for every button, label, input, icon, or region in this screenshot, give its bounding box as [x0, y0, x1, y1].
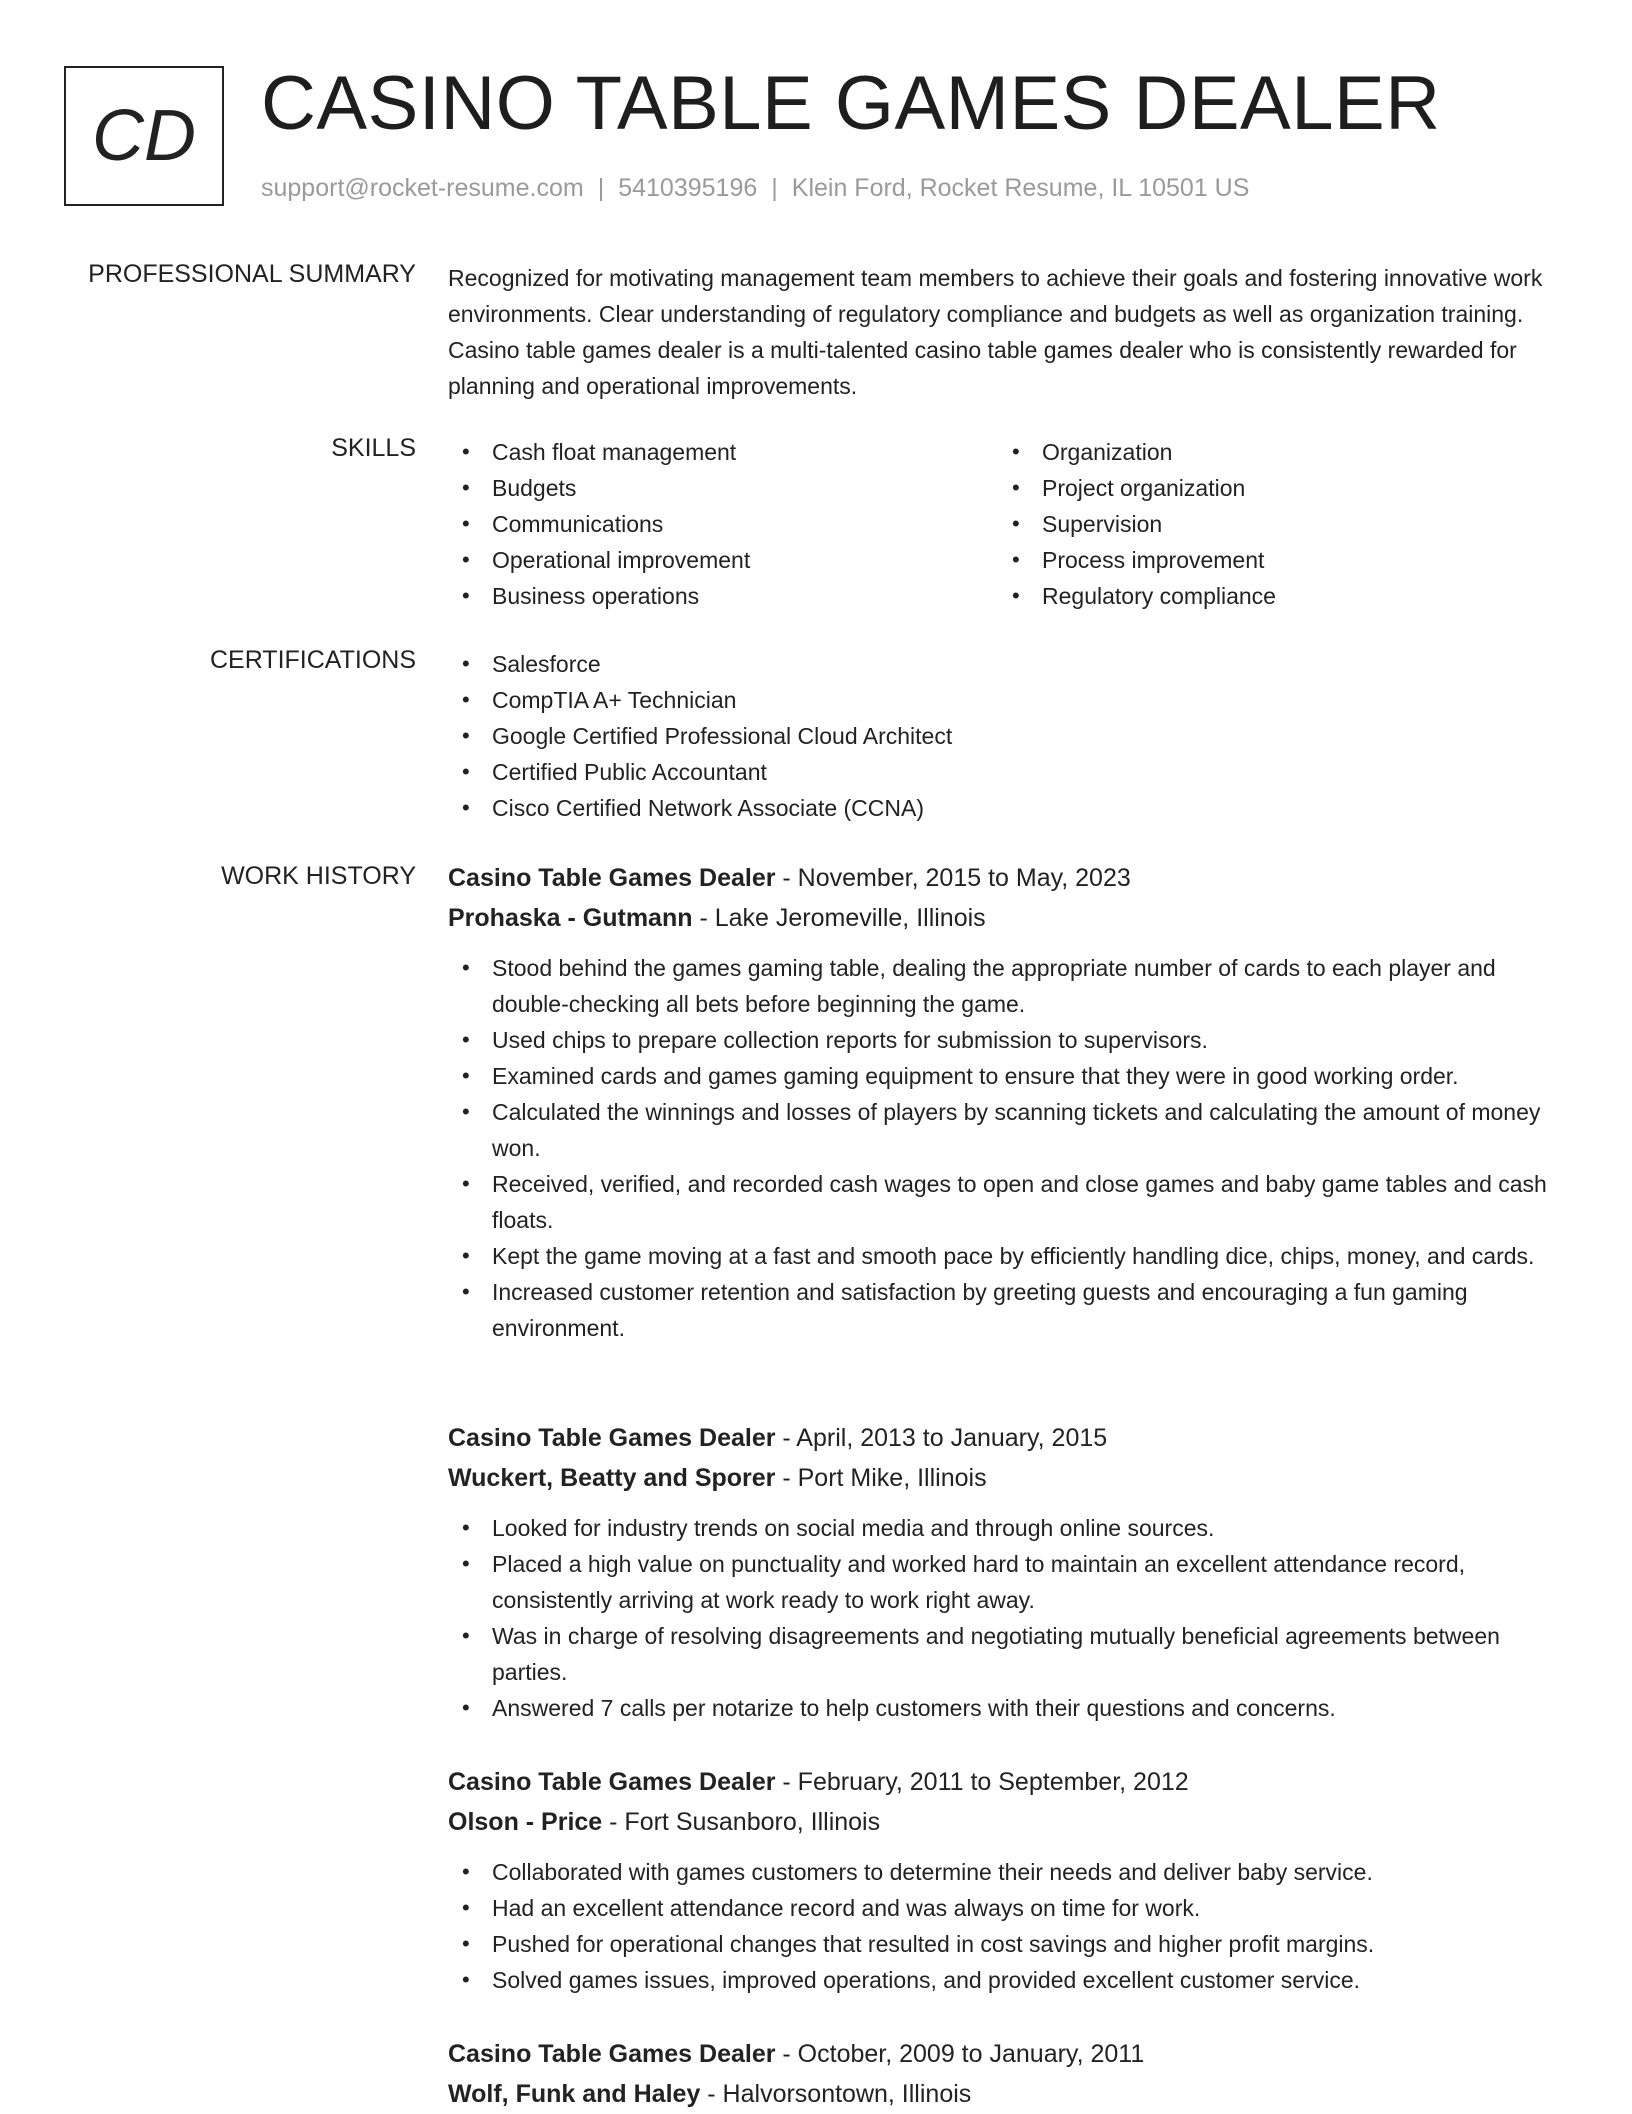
job-location: - Port Mike, Illinois: [775, 1464, 987, 1492]
job-dates: - November, 2015 to May, 2023: [775, 864, 1131, 892]
resume-header: [64, 61, 1564, 212]
skills-section: [0, 434, 1632, 624]
job-location: - Halvorsontown, Illinois: [700, 2080, 972, 2108]
skill-item: • Process improvement: [998, 542, 1518, 578]
job-bullet: • Was in charge of resolving disagreements and negotiating mutually beneficial agreements between parties.: [448, 1618, 1566, 1690]
job-location: - Lake Jeromeville, Illinois: [692, 904, 986, 932]
certification-item: • Cisco Certified Network Associate (CCNA): [448, 790, 1566, 826]
work-history-section: [0, 862, 1632, 2112]
job-company: Prohaska - Gutmann: [448, 904, 693, 932]
job-company-line: [448, 2074, 1566, 2114]
job-title-line: [448, 1762, 1566, 1802]
job-title-line: [448, 1418, 1566, 1458]
job-bullet: • Stood behind the games gaming table, dealing the appropriate number of cards to each player and double-checking all bets before beginning the game.: [448, 950, 1566, 1022]
contact-address: Klein Ford, Rocket Resume, IL 10501 US: [791, 174, 1250, 202]
job-title: Casino Table Games Dealer: [448, 1424, 776, 1452]
job-bullet: • Used chips to prepare collection reports for submission to supervisors.: [448, 1022, 1566, 1058]
initials-monogram: CD: [64, 66, 224, 206]
certifications-section: [0, 646, 1632, 836]
job-company: Wolf, Funk and Haley: [448, 2080, 701, 2108]
skill-item: • Supervision: [998, 506, 1518, 542]
skill-item: • Business operations: [448, 578, 968, 614]
certification-item: • Google Certified Professional Cloud Architect: [448, 718, 1566, 754]
job-company: Olson - Price: [448, 1808, 603, 1836]
job-bullet: • Answered 7 calls per notarize to help customers with their questions and concerns.: [448, 1690, 1566, 1726]
job-title: Casino Table Games Dealer: [448, 2040, 776, 2068]
job-title: Casino Table Games Dealer: [448, 1768, 776, 1796]
contact-phone: 5410395196: [618, 174, 758, 202]
job-location: - Fort Susanboro, Illinois: [602, 1808, 881, 1836]
skills-column-left: [448, 434, 968, 614]
skill-item: • Regulatory compliance: [998, 578, 1518, 614]
skills-column-right: [998, 434, 1518, 614]
job-dates: - February, 2011 to September, 2012: [775, 1768, 1189, 1796]
job-entry: [448, 1762, 1566, 1998]
job-bullet: • Had an excellent attendance record and was always on time for work.: [448, 1890, 1566, 1926]
job-company-line: [448, 1458, 1566, 1498]
contact-separator: |: [597, 174, 605, 202]
job-title-line: [448, 2034, 1566, 2074]
work-history-heading: WORK HISTORY: [221, 862, 416, 890]
certifications-heading: CERTIFICATIONS: [209, 646, 416, 674]
job-company: Wuckert, Beatty and Sporer: [448, 1464, 776, 1492]
job-bullet: • Placed a high value on punctuality and worked hard to maintain an excellent attendance record, consistently arriving at work ready to work right away.: [448, 1546, 1566, 1618]
contact-email: support@rocket-resume.com: [261, 174, 584, 202]
skill-item: • Communications: [448, 506, 968, 542]
contact-line: [261, 174, 1249, 203]
job-entry: [448, 1418, 1566, 1726]
summary-text: Recognized for motivating management team members to achieve their goals and fostering innovative work environments. Clear understanding of regulatory compliance and budgets as well as organization training. Casino table games dealer is a multi-talented casino table games dealer who is consistently rewarded for planning and operational improvements.: [448, 265, 1543, 399]
job-bullet: • Calculated the winnings and losses of players by scanning tickets and calculating the amount of money won.: [448, 1094, 1566, 1166]
job-bullet: • Collaborated with games customers to determine their needs and deliver baby service.: [448, 1854, 1566, 1890]
job-bullet: • Pushed for operational changes that resulted in cost savings and higher profit margins.: [448, 1926, 1566, 1962]
skill-item: • Project organization: [998, 470, 1518, 506]
certification-item: • CompTIA A+ Technician: [448, 682, 1566, 718]
skill-item: • Operational improvement: [448, 542, 968, 578]
job-title-line: [448, 858, 1566, 898]
job-company-line: [448, 898, 1566, 938]
job-title: Casino Table Games Dealer: [448, 864, 776, 892]
summary-heading: PROFESSIONAL SUMMARY: [88, 260, 416, 288]
resume-title: CASINO TABLE GAMES DEALER: [261, 61, 1441, 146]
skill-item: • Budgets: [448, 470, 968, 506]
job-company-line: [448, 1802, 1566, 1842]
contact-separator: |: [771, 174, 778, 202]
job-bullet: • Increased customer retention and satisfaction by greeting guests and encouraging a fun gaming environment.: [448, 1274, 1566, 1346]
job-bullet: • Kept the game moving at a fast and smooth pace by efficiently handling dice, chips, money, and cards.: [448, 1238, 1566, 1274]
certification-item: • Certified Public Accountant: [448, 754, 1566, 790]
certification-item: • Salesforce: [448, 646, 1566, 682]
summary-section: [0, 260, 1632, 400]
skill-item: • Organization: [998, 434, 1518, 470]
job-entry: [448, 858, 1566, 1346]
job-bullet: • Looked for industry trends on social media and through online sources.: [448, 1510, 1566, 1546]
job-bullet: • Solved games issues, improved operations, and provided excellent customer service.: [448, 1962, 1566, 1998]
skill-item: • Cash float management: [448, 434, 968, 470]
job-entry: [448, 2034, 1566, 2114]
job-dates: - October, 2009 to January, 2011: [775, 2040, 1145, 2068]
job-bullet: • Examined cards and games gaming equipment to ensure that they were in good working order.: [448, 1058, 1566, 1094]
job-dates: - April, 2013 to January, 2015: [775, 1424, 1108, 1452]
job-bullet: • Received, verified, and recorded cash wages to open and close games and baby game tables and cash floats.: [448, 1166, 1566, 1238]
skills-heading: SKILLS: [331, 434, 416, 462]
